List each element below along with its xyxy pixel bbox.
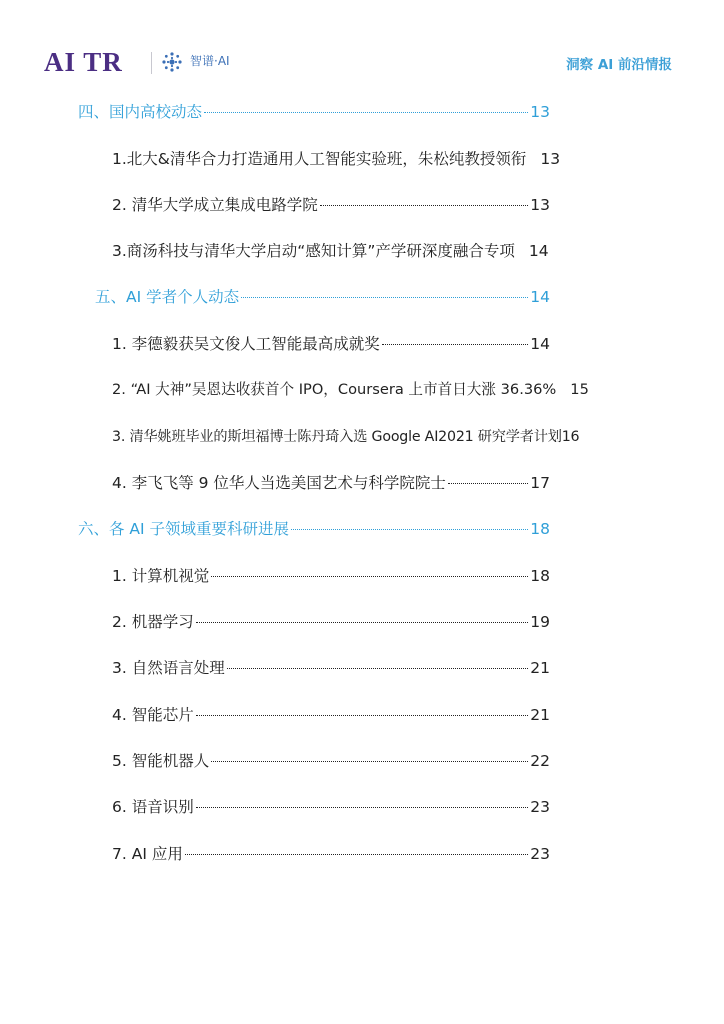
toc-entry-section[interactable] [78, 518, 550, 540]
toc-entry[interactable] [112, 611, 550, 633]
toc-entry-page: 22 [530, 752, 550, 770]
toc-leader-dots [291, 529, 528, 530]
header-slogan: 洞察 AI 前沿情报 [566, 57, 672, 73]
toc-entry-title: 3.商汤科技与清华大学启动“感知计算”产学研深度融合专项 [112, 242, 515, 260]
toc-entry-title: 1. 李德毅获吴文俊人工智能最高成就奖 [112, 335, 380, 353]
toc-entry[interactable] [112, 843, 550, 865]
zhipu-brand-name: 智谱·AI [190, 54, 230, 68]
toc-entry[interactable] [112, 657, 550, 679]
toc-entry-title: 五、AI 学者个人动态 [95, 288, 240, 306]
toc-entry-page: 18 [530, 567, 550, 585]
toc-leader-dots [185, 854, 528, 855]
toc-entry[interactable] [112, 379, 589, 401]
toc-entry[interactable] [112, 148, 560, 170]
toc-entry-title: 六、各 AI 子领域重要科研进展 [78, 520, 290, 538]
toc-leader-dots [382, 344, 529, 345]
toc-leader-dots [227, 668, 529, 669]
toc-entry-title: 4. 智能芯片 [112, 706, 194, 724]
toc-leader-dots [196, 715, 529, 716]
toc-entry-page: 15 [570, 381, 589, 398]
toc-entry-page: 16 [561, 429, 580, 445]
toc-entry[interactable] [112, 472, 550, 494]
toc-entry-page: 23 [530, 798, 550, 816]
toc-entry-page: 13 [530, 103, 550, 121]
toc-entry[interactable] [112, 240, 549, 262]
toc-entry-section[interactable] [95, 286, 550, 308]
toc-leader-dots [320, 205, 529, 206]
toc-entry-title: 1. 计算机视觉 [112, 567, 210, 585]
toc-entry-title: 5. 智能机器人 [112, 752, 210, 770]
toc-entry[interactable] [112, 750, 550, 772]
toc-leader-dots [196, 807, 529, 808]
toc-entry-title: 1.北大&清华合力打造通用人工智能实验班，朱松纯教授领衔 [112, 150, 527, 168]
toc-entry[interactable] [112, 333, 550, 355]
toc-entry-title: 2. 清华大学成立集成电路学院 [112, 196, 318, 214]
toc-entry-title: 6. 语音识别 [112, 798, 194, 816]
toc-entry-page: 21 [530, 659, 550, 677]
toc-leader-dots [211, 761, 528, 762]
toc-leader-dots [241, 297, 528, 298]
toc-entry[interactable] [112, 796, 550, 818]
toc-entry-page: 23 [530, 845, 550, 863]
toc-entry-page: 19 [530, 613, 550, 631]
toc-entry-page: 14 [530, 288, 550, 306]
toc-leader-dots [204, 112, 528, 113]
toc-entry-page: 13 [540, 150, 561, 168]
toc-entry[interactable] [112, 426, 579, 448]
toc-leader-dots [448, 483, 528, 484]
toc-entry-title: 3. 清华姚班毕业的斯坦福博士陈丹琦入选 Google AI2021 研究学者计划 [112, 429, 562, 445]
aitr-logo: AI TR [44, 47, 123, 77]
toc-entry[interactable] [112, 565, 550, 587]
toc-entry-page: 21 [530, 706, 550, 724]
toc-entry-title: 4. 李飞飞等 9 位华人当选美国艺术与科学院院士 [112, 474, 446, 492]
toc-entry-title: 2. 机器学习 [112, 613, 194, 631]
header-divider [151, 52, 152, 74]
toc-entry-title: 3. 自然语言处理 [112, 659, 225, 677]
toc-entry[interactable] [112, 194, 550, 216]
toc-entry-title: 四、国内高校动态 [78, 103, 203, 121]
toc-entry-title: 7. AI 应用 [112, 845, 183, 863]
zhipu-logo-icon [161, 51, 183, 73]
page-header [0, 0, 724, 90]
toc-entry-page: 18 [530, 520, 550, 538]
toc-leader-dots [196, 622, 529, 623]
toc-leader-dots [211, 576, 528, 577]
toc-entry-page: 14 [530, 335, 550, 353]
toc-entry-page: 13 [530, 196, 550, 214]
toc-entry-page: 14 [528, 242, 549, 260]
toc-entry-title: 2. “AI 大神”吴恩达收获首个 IPO，Coursera 上市首日大涨 36.36% [112, 381, 557, 398]
toc-entry-page: 17 [530, 474, 550, 492]
toc-entry[interactable] [112, 704, 550, 726]
toc-entry-section[interactable] [78, 101, 550, 123]
